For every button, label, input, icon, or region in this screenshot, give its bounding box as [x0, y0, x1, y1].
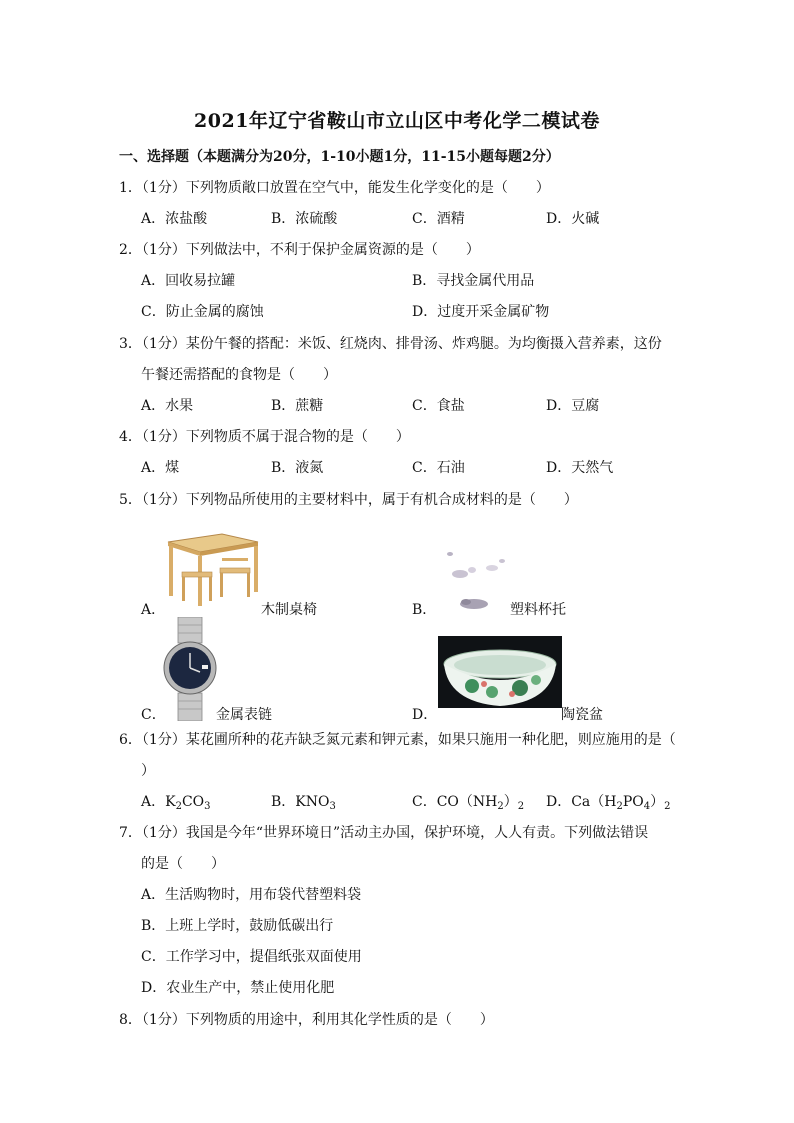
wooden-desk-chairs-image [160, 528, 260, 608]
question-7-option-d[interactable]: D．农业生产中，禁止使用化肥 [141, 980, 335, 996]
question-5-option-c-label: 金属表链 [216, 707, 272, 723]
question-6-option-a[interactable]: A．$K_2CO_3$ [141, 794, 211, 812]
metal-watch-image [162, 617, 218, 721]
question-2-option-b[interactable]: B．寻找金属代用品 [412, 273, 535, 289]
question-6-option-c[interactable]: C．$CO(NH_2)_2$ [412, 794, 525, 812]
question-4-option-a[interactable]: A．煤 [141, 460, 180, 476]
question-3-option-d[interactable]: D．豆腐 [546, 398, 600, 414]
question-4-stem: 4．（1分）下列物质不属于混合物的是（ ） [119, 429, 410, 445]
question-1-option-d[interactable]: D．火碱 [546, 211, 600, 227]
question-6-option-d[interactable]: D．$Ca(H_2PO_4)_2$ [546, 794, 671, 812]
question-5-option-d-label: 陶瓷盆 [561, 707, 603, 723]
ceramic-bowl-image [438, 636, 562, 708]
question-5-option-a-label: 木制桌椅 [261, 602, 317, 618]
question-5-option-b-label: 塑料杯托 [510, 602, 566, 618]
question-8-stem: 8．（1分）下列物质的用途中，利用其化学性质的是（ ） [119, 1012, 494, 1028]
question-2-option-c[interactable]: C．防止金属的腐蚀 [141, 304, 264, 320]
question-1-option-a[interactable]: A．浓盐酸 [141, 211, 208, 227]
question-3-stem-line1: 3．（1分）某份午餐的搭配：米饭、红烧肉、排骨汤、炸鸡腿。为均衡摄入营养素，这份 [119, 336, 662, 352]
question-7-option-b[interactable]: B．上班上学时，鼓励低碳出行 [141, 918, 334, 934]
question-5-option-b-letter[interactable]: B． [412, 602, 437, 618]
question-6-stem-line1: 6．（1分）某花圃所种的花卉缺乏氮元素和钾元素，如果只施用一种化肥，则应施用的是（ [119, 732, 676, 748]
question-7-stem-line2: 的是（ ） [141, 856, 225, 872]
question-3-stem-line2: 午餐还需搭配的食物是（ ） [141, 367, 337, 383]
question-5-stem: 5．（1分）下列物品所使用的主要材料中，属于有机合成材料的是（ ） [119, 492, 578, 508]
question-6-stem-line2: ） [141, 763, 155, 779]
question-4-option-b[interactable]: B．液氮 [271, 460, 324, 476]
section-heading: 一、选择题（本题满分为20分，1-10小题1分，11-15小题每题2分） [119, 149, 560, 165]
question-1-option-c[interactable]: C．酒精 [412, 211, 465, 227]
question-4-option-d[interactable]: D．天然气 [546, 460, 614, 476]
question-3-option-c[interactable]: C．食盐 [412, 398, 465, 414]
question-5-option-a-letter[interactable]: A． [141, 602, 166, 618]
question-3-option-a[interactable]: A．水果 [141, 398, 194, 414]
question-7-option-c[interactable]: C．工作学习中，提倡纸张双面使用 [141, 949, 362, 965]
question-7-stem-line1: 7．（1分）我国是今年“世界环境日”活动主办国，保护环境，人人有责。下列做法错误 [119, 825, 649, 841]
question-2-option-d[interactable]: D．过度开采金属矿物 [412, 304, 550, 320]
page-title: 2021年辽宁省鞍山市立山区中考化学二模试卷 [194, 110, 600, 132]
question-1-stem: 1．（1分）下列物质敞口放置在空气中，能发生化学变化的是（ ） [119, 180, 550, 196]
plastic-cup-holder-image [440, 548, 510, 610]
question-1-option-b[interactable]: B．浓硫酸 [271, 211, 338, 227]
question-3-option-b[interactable]: B．蔗糖 [271, 398, 324, 414]
question-5-option-d-letter[interactable]: D． [412, 707, 438, 723]
question-6-option-b[interactable]: B．$KNO_3$ [271, 794, 336, 812]
question-2-stem: 2．（1分）下列做法中，不利于保护金属资源的是（ ） [119, 242, 480, 258]
question-4-option-c[interactable]: C．石油 [412, 460, 465, 476]
question-2-option-a[interactable]: A．回收易拉罐 [141, 273, 236, 289]
question-7-option-a[interactable]: A．生活购物时，用布袋代替塑料袋 [141, 887, 362, 903]
question-5-option-c-letter[interactable]: C． [141, 707, 166, 723]
